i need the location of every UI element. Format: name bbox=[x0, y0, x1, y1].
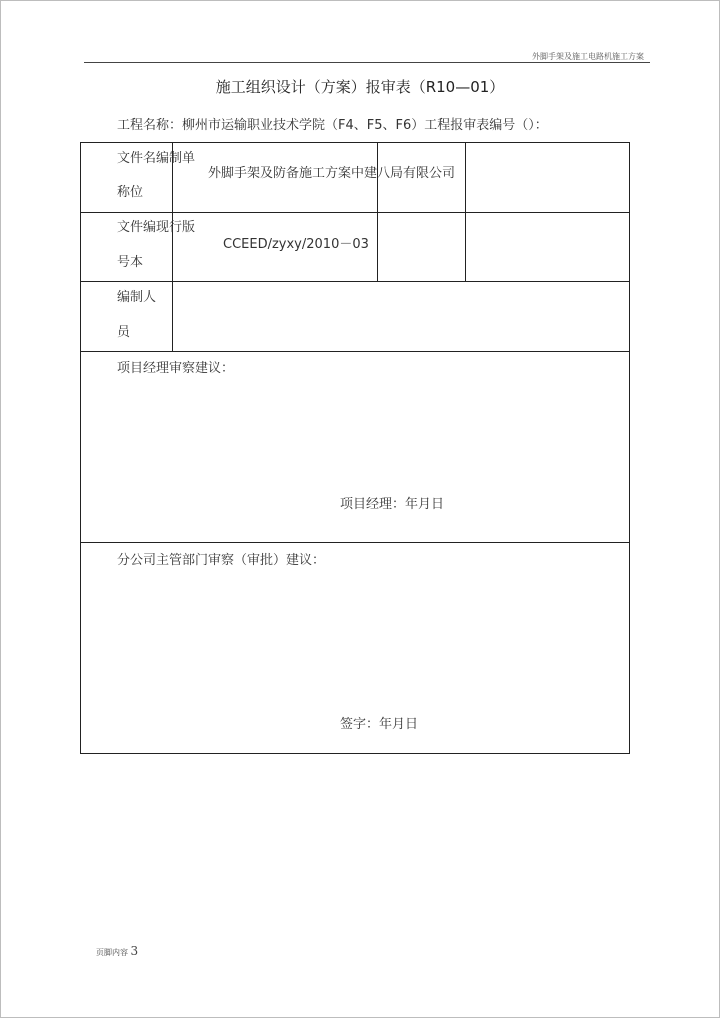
row-divider-2 bbox=[80, 281, 630, 282]
page-number: 3 bbox=[130, 944, 139, 958]
row-divider-4 bbox=[80, 542, 630, 543]
table-border-top bbox=[80, 142, 630, 143]
file-number-label-continued: 号本 bbox=[117, 255, 144, 270]
review-form-table bbox=[80, 142, 630, 754]
row-divider-3 bbox=[80, 351, 630, 352]
file-name-value: 外脚手架及防备施工方案中建八局有限公司 bbox=[208, 166, 456, 181]
pm-review-heading: 项目经理审察建议： bbox=[117, 361, 235, 376]
row-divider-1 bbox=[80, 212, 630, 213]
file-name-label-continued: 称位 bbox=[117, 185, 144, 200]
table-border-bottom bbox=[80, 753, 630, 754]
pm-signature-line: 项目经理：年月日 bbox=[340, 497, 445, 512]
file-number-value: CCEED/zyxy/2010－03 bbox=[223, 237, 369, 252]
branch-signature-line: 签字：年月日 bbox=[340, 717, 419, 732]
document-title: 施工组织设计（方案）报审表（R10—01） bbox=[215, 78, 505, 96]
branch-review-heading: 分公司主管部门审察（审批）建议： bbox=[117, 553, 326, 568]
preparer-label-continued: 员 bbox=[117, 325, 131, 340]
table-border-left bbox=[80, 142, 81, 754]
page-footer bbox=[96, 944, 138, 958]
project-name-line: 工程名称：柳州市运输职业技术学院（F4、F5、F6）工程报审表编号（）： bbox=[117, 118, 548, 133]
col-divider-right bbox=[465, 142, 466, 282]
col-divider-middle bbox=[377, 142, 378, 282]
file-number-label: 文件编现行版 bbox=[117, 220, 196, 235]
table-border-right bbox=[629, 142, 630, 754]
file-name-label: 文件名编制单 bbox=[117, 151, 196, 166]
footer-prefix: 页脚内容 bbox=[96, 948, 128, 957]
col-divider-label bbox=[172, 142, 173, 352]
header-rule bbox=[84, 62, 650, 63]
preparer-label: 编制人 bbox=[117, 290, 157, 305]
running-header: 外脚手架及施工电路机施工方案 bbox=[532, 52, 644, 61]
